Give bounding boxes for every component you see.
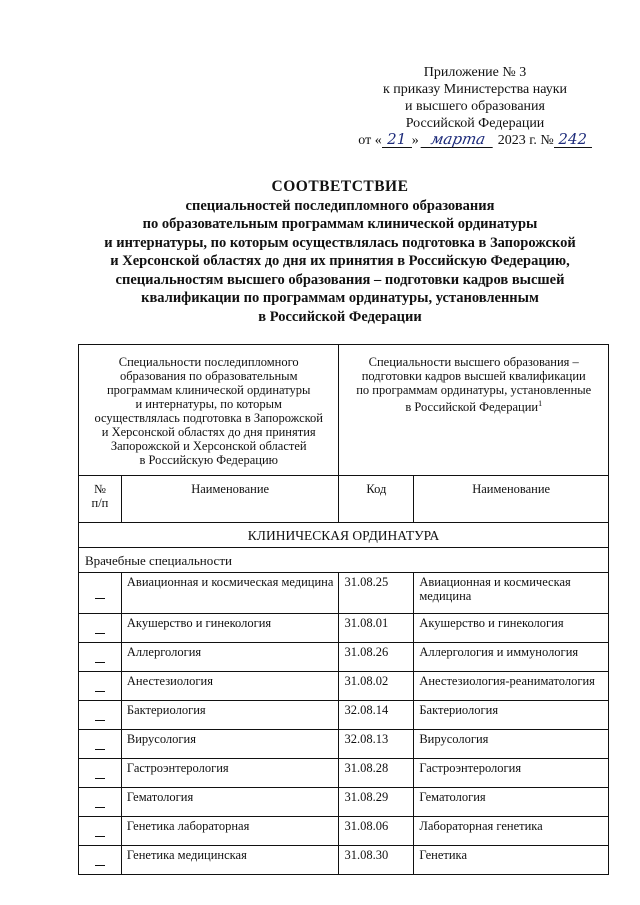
dash-mark bbox=[95, 864, 105, 866]
order-date-line bbox=[330, 132, 620, 149]
year-text: 2023 г. № bbox=[497, 133, 554, 148]
table-row: Генетика медицинская 31.08.30 Генетика bbox=[79, 846, 609, 875]
appendix-order: к приказу Министерства науки bbox=[382, 82, 568, 97]
appendix-ministry: и высшего образования bbox=[405, 99, 545, 114]
handwritten-day: 21 bbox=[382, 132, 412, 148]
table-group-header bbox=[79, 345, 609, 476]
handwritten-month: марта bbox=[421, 132, 496, 148]
table-row: Авиационная и космическая медицина 31.08.25 Авиационная и космическая медицина bbox=[79, 573, 609, 614]
table-row: Анестезиология 31.08.02 Анестезиология-реаниматология bbox=[79, 672, 609, 701]
right-group-header: Специальности высшего образования – подготовки кадров высшей квалификации по программам ординатуры, установленные в Российской Федерации$^1$ bbox=[339, 345, 609, 476]
title-line: специальностям высшего образования – подготовки кадров высшей bbox=[115, 271, 565, 288]
title-line: и Херсонской областях до дня их принятия в Российскую Федерацию, bbox=[110, 253, 570, 269]
col-name2-header: Наименование bbox=[414, 476, 609, 523]
table-row: Гастроэнтерология 31.08.28 Гастроэнтерология bbox=[79, 759, 609, 788]
title-line: по образовательным программам клинической ординатуры bbox=[142, 216, 538, 232]
appendix-number: Приложение № 3 bbox=[423, 65, 527, 80]
table-row: Бактериология 32.08.14 Бактериология bbox=[79, 701, 609, 730]
dash-mark bbox=[95, 719, 105, 721]
col-number-header: № п/п bbox=[79, 476, 122, 523]
date-prefix: от « bbox=[358, 133, 382, 148]
date-mid: » bbox=[411, 133, 419, 148]
table-column-header bbox=[79, 476, 609, 523]
correspondence-table bbox=[78, 344, 609, 875]
title-main: СООТВЕТСТВИЕ bbox=[271, 178, 409, 195]
dash-mark bbox=[95, 835, 105, 837]
appendix-country: Российской Федерации bbox=[405, 116, 545, 131]
subsection-title: Врачебные специальности bbox=[79, 548, 609, 573]
dash-mark bbox=[95, 806, 105, 808]
table-row: Генетика лабораторная 31.08.06 Лабораторная генетика bbox=[79, 817, 609, 846]
table-row: Гематология 31.08.29 Гематология bbox=[79, 788, 609, 817]
document-title bbox=[60, 178, 620, 326]
dash-mark bbox=[95, 777, 105, 779]
col-code-header: Код bbox=[339, 476, 414, 523]
subsection-row bbox=[79, 548, 609, 573]
dash-mark bbox=[95, 661, 105, 663]
dash-mark bbox=[95, 632, 105, 634]
table-row: Вирусология 32.08.13 Вирусология bbox=[79, 730, 609, 759]
section-row bbox=[79, 523, 609, 548]
handwritten-order-number: 242 bbox=[554, 132, 592, 148]
dash-mark bbox=[95, 690, 105, 692]
footnote-mark: 1 bbox=[538, 399, 543, 408]
dash-mark bbox=[95, 748, 105, 750]
appendix-header bbox=[330, 64, 620, 149]
col-name-header: Наименование bbox=[121, 476, 339, 523]
left-group-header: Специальности последипломного образования по образовательным программам клинической ординатуры и интернатуры, по которым осуществлялась подготовка в Запорожской и Херсонской областях до дня принятия Запорожской и Херсонской областей в Российскую Федерацию bbox=[79, 345, 339, 476]
table-row: Акушерство и гинекология 31.08.01 Акушерство и гинекология bbox=[79, 614, 609, 643]
table-row: Аллергология 31.08.26 Аллергология и иммунология bbox=[79, 643, 609, 672]
title-line: специальностей последипломного образования bbox=[185, 197, 495, 214]
title-line: и интернатуры, по которым осуществлялась подготовка в Запорожской bbox=[104, 234, 576, 251]
section-title: КЛИНИЧЕСКАЯ ОРДИНАТУРА bbox=[79, 523, 609, 548]
title-line: в Российской Федерации bbox=[258, 308, 422, 325]
title-line: квалификации по программам ординатуры, установленным bbox=[141, 290, 539, 306]
dash-mark bbox=[95, 597, 105, 599]
